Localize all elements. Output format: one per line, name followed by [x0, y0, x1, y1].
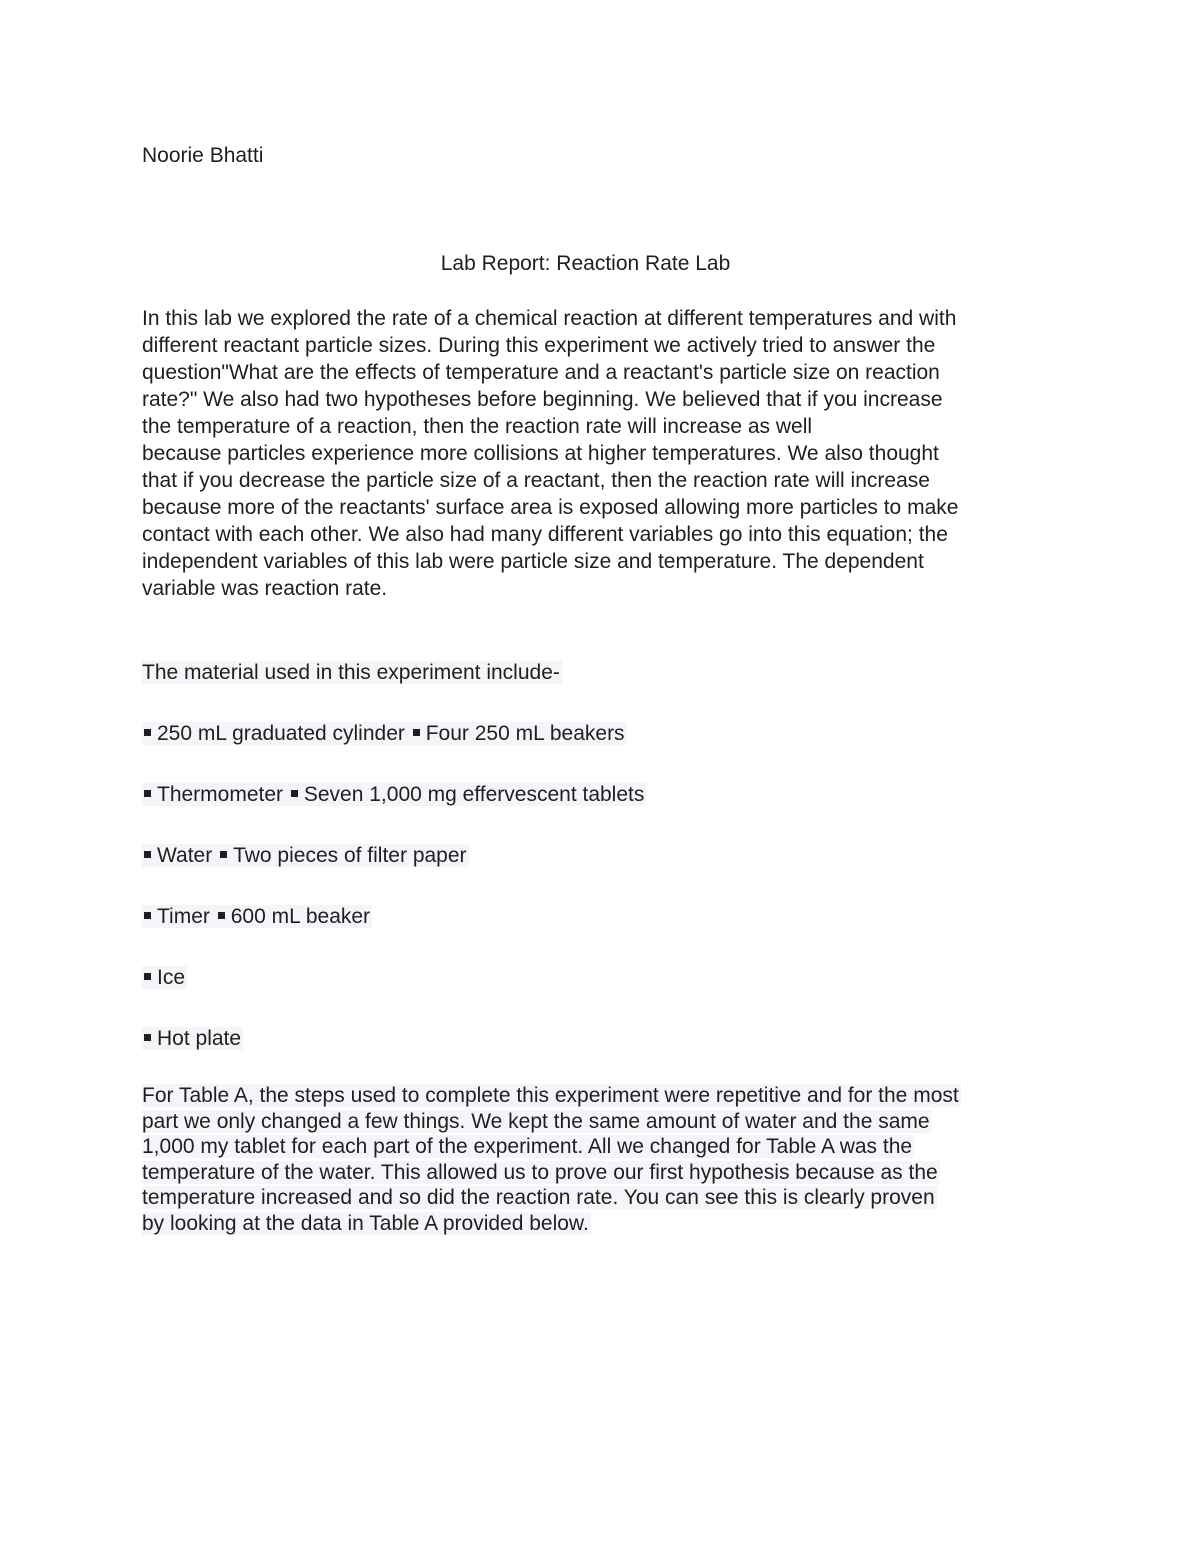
- intro-line: because more of the reactants' surface area is exposed allowing more particles to make: [142, 496, 959, 519]
- material-item: 600 mL beaker: [230, 905, 371, 928]
- material-item: Hot plate: [157, 1027, 242, 1050]
- closing-line: temperature of the water. This allowed us to prove our first hypothesis because as the: [142, 1160, 938, 1184]
- materials-heading-text: The material used in this experiment include-: [142, 661, 560, 684]
- square-bullet-icon: [144, 851, 151, 858]
- square-bullet-icon: [144, 790, 151, 797]
- material-item: Water: [157, 844, 213, 867]
- intro-line: independent variables of this lab were particle size and temperature. The dependent: [142, 550, 924, 573]
- intro-line: question"What are the effects of temperature and a reactant's particle size on reaction: [142, 361, 940, 384]
- materials-list: [142, 720, 646, 1086]
- intro-line: contact with each other. We also had many different variables go into this equation; the: [142, 523, 948, 546]
- intro-line: because particles experience more collisions at higher temperatures. We also thought: [142, 442, 939, 465]
- material-item: Thermometer: [157, 783, 284, 806]
- list-item: [142, 842, 646, 869]
- list-item: [142, 781, 646, 808]
- intro-line: that if you decrease the particle size of a reactant, then the reaction rate will increase: [142, 469, 930, 492]
- closing-line: part we only changed a few things. We kept the same amount of water and the same: [142, 1109, 930, 1133]
- intro-line: the temperature of a reaction, then the reaction rate will increase as well: [142, 415, 813, 438]
- list-item: [142, 903, 646, 930]
- material-item: Ice: [157, 966, 186, 989]
- closing-line: by looking at the data in Table A provided below.: [142, 1211, 589, 1235]
- intro-line: In this lab we explored the rate of a chemical reaction at different temperatures and with: [142, 307, 957, 330]
- square-bullet-icon: [144, 973, 151, 980]
- intro-line: variable was reaction rate.: [142, 577, 388, 600]
- report-title: Lab Report: Reaction Rate Lab: [440, 252, 731, 275]
- material-item: Timer: [157, 905, 210, 928]
- closing-line: For Table A, the steps used to complete this experiment were repetitive and for the most: [142, 1084, 959, 1107]
- square-bullet-icon: [144, 912, 151, 919]
- list-item: [142, 1025, 646, 1052]
- list-item: [142, 720, 646, 747]
- material-item: Four 250 mL beakers: [425, 722, 625, 745]
- material-item: Seven 1,000 mg effervescent tablets: [303, 783, 645, 806]
- material-item: 250 mL graduated cylinder: [157, 722, 405, 745]
- intro-line: different reactant particle sizes. During this experiment we actively tried to answer the: [142, 334, 936, 357]
- intro-line: rate?" We also had two hypotheses before beginning. We believed that if you increase: [142, 388, 943, 411]
- square-bullet-icon: [144, 1034, 151, 1041]
- square-bullet-icon: [144, 729, 151, 736]
- intro-paragraph: [142, 305, 1082, 602]
- square-bullet-icon: [291, 790, 298, 797]
- author-name: Noorie Bhatti: [142, 144, 264, 167]
- square-bullet-icon: [218, 912, 225, 919]
- closing-line: temperature increased and so did the reaction rate. You can see this is clearly proven: [142, 1186, 935, 1209]
- material-item: Two pieces of filter paper: [233, 844, 467, 867]
- materials-heading: [142, 659, 562, 686]
- square-bullet-icon: [220, 851, 227, 858]
- list-item: [142, 964, 646, 991]
- square-bullet-icon: [413, 729, 420, 736]
- closing-line: 1,000 my tablet for each part of the experiment. All we changed for Table A was the: [142, 1135, 913, 1158]
- closing-paragraph: [142, 1083, 1082, 1236]
